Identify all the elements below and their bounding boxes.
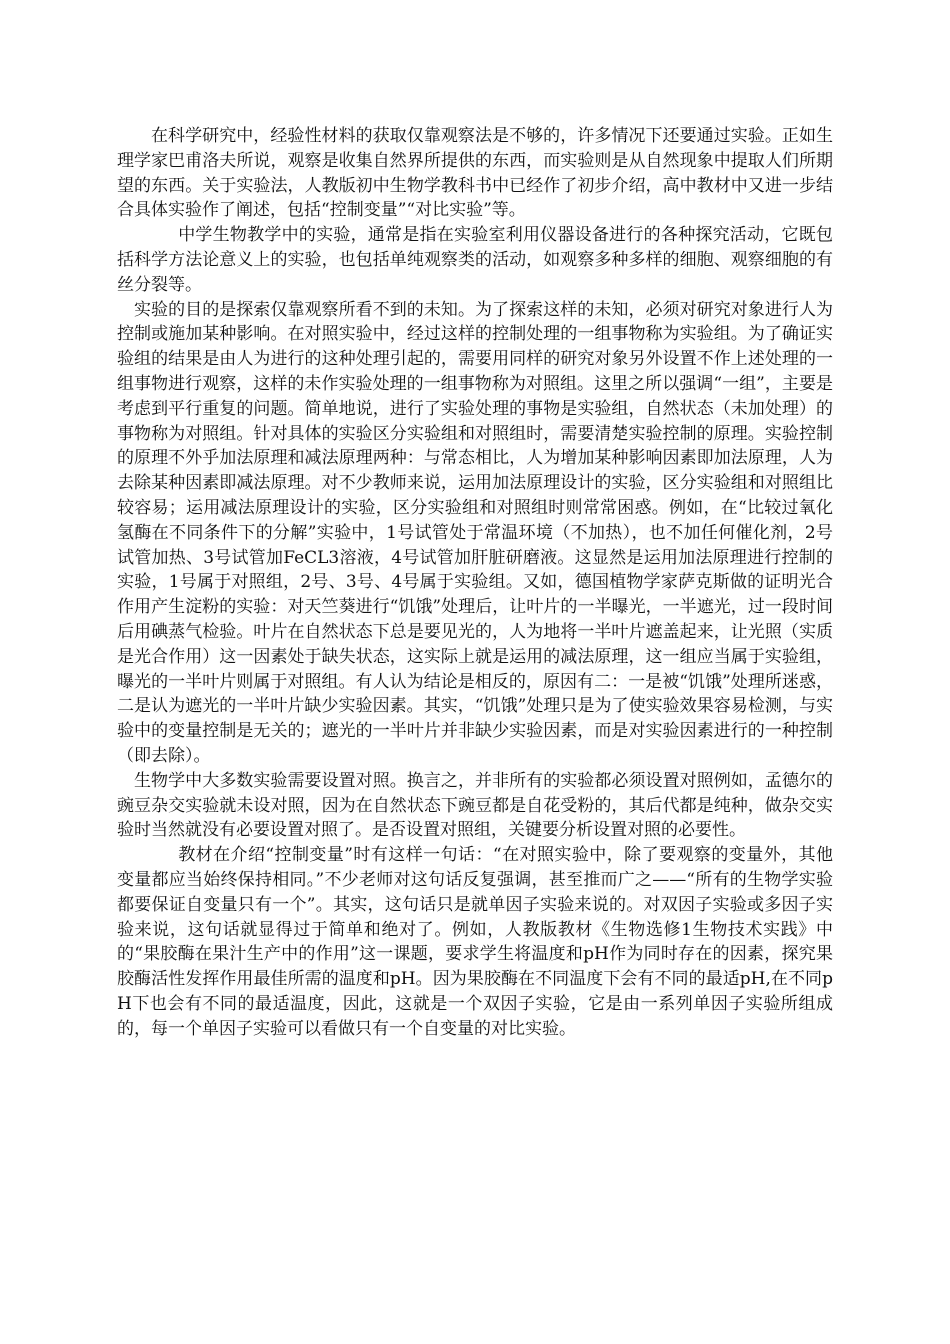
document-body	[117, 124, 833, 1041]
paragraph-intro-experiment-method: 在科学研究中，经验性材料的获取仅靠观察法是不够的，许多情况下还要通过实验。正如生理学家巴甫洛夫所说，观察是收集自然界所提供的东西，而实验则是从自然现象中提取人们所期望的东西。关于实验法，人教版初中生物学教科书中已经作了初步介绍，高中教材中又进一步结合具体实验作了阐述，包括“控制变量”“对比实验”等。	[117, 126, 833, 221]
paragraph-control-necessity: 生物学中大多数实验需要设置对照。换言之，并非所有的实验都必须设置对照例如，孟德尔的豌豆杂交实验就未设对照，因为在自然状态下豌豆都是自花受粉的，其后代都是纯种，做杂交实验时当然就没有必要设置对照了。是否设置对照组，关键要分析设置对照的必要性。	[117, 770, 833, 841]
paragraph-middle-school-experiments: 中学生物教学中的实验，通常是指在实验室利用仪器设备进行的各种探究活动，它既包括科学方法论意义上的实验，也包括单纯观察类的活动，如观察多种多样的细胞、观察细胞的有丝分裂等。	[117, 225, 833, 295]
paragraph-controlled-variables: 教材在介绍“控制变量”时有这样一句话：“在对照实验中，除了要观察的变量外，其他变量都应当始终保持相同。”不少老师对这句话反复强调，甚至推而广之——“所有的生物学实验都要保证自变量只有一个”。其实，这句话只是就单因子实验来说的。对双因子实验或多因子实验来说，这句话就显得过于简单和绝对了。例如，人教版教材《生物选修1生物技术实践》中的“果胶酶在果汁生产中的作用”这一课题，要求学生将温度和pH作为同时存在的因素，探究果胶酶活性发挥作用最佳所需的温度和pH。因为果胶酶在不同温度下会有不同的最适pH,在不同pH下也会有不同的最适温度，因此，这就是一个双因子实验，它是由一系列单因子实验所组成的，每一个单因子实验可以看做只有一个自变量的对比实验。	[117, 845, 833, 1039]
paragraph-experiment-control-principles: 实验的目的是探索仅靠观察所看不到的未知。为了探索这样的未知，必须对研究对象进行人为控制或施加某种影响。在对照实验中，经过这样的控制处理的一组事物称为实验组。为了确证实验组的结果是由人为进行的这种处理引起的，需要用同样的研究对象另外设置不作上述处理的一组事物进行观察，这样的未作实验处理的一组事物称为对照组。这里之所以强调“一组”，主要是考虑到平行重复的问题。简单地说，进行了实验处理的事物是实验组，自然状态（未加处理）的事物称为对照组。针对具体的实验区分实验组和对照组时，需要清楚实验控制的原理。实验控制的原理不外乎加法原理和减法原理两种：与常态相比，人为增加某种影响因素即加法原理，人为去除某种因素即减法原理。对不少教师来说，运用加法原理设计的实验，区分实验组和对照组比较容易；运用减法原理设计的实验，区分实验组和对照组时则常常困惑。例如，在“比较过氧化氢酶在不同条件下的分解”实验中，1号试管处于常温环境（不加热），也不加任何催化剂，2号试管加热、3号试管加FeCL3溶液，4号试管加肝脏研磨液。这显然是运用加法原理进行控制的实验，1号属于对照组，2号、3号、4号属于实验组。又如，德国植物学家萨克斯做的证明光合作用产生淀粉的实验：对天竺葵进行“饥饿”处理后，让叶片的一半曝光，一半遮光，过一段时间后用碘蒸气检验。叶片在自然状态下总是要见光的，人为地将一半叶片遮盖起来，让光照（实质是光合作用）这一因素处于缺失状态，这实际上就是运用的减法原理，这一组应当属于实验组，曝光的一半叶片则属于对照组。有人认为结论是相反的，原因有二：一是被“饥饿”处理所迷惑，二是认为遮光的一半叶片缺少实验因素。其实，“饥饿”处理只是为了使实验效果容易检测，与实验中的变量控制是无关的；遮光的一半叶片并非缺少实验因素，而是对实验因素进行的一种控制（即去除）。	[117, 299, 833, 766]
